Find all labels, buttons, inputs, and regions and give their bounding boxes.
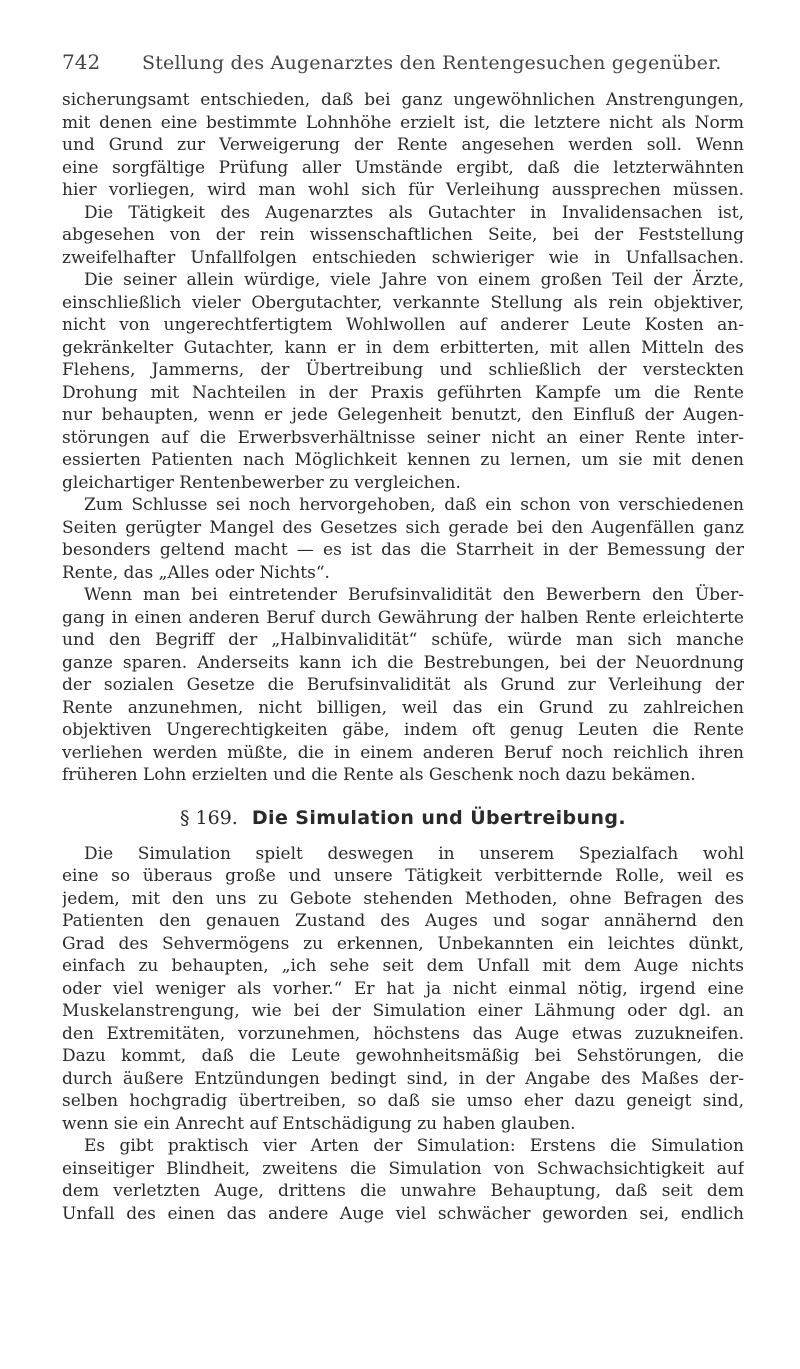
text-line: und Grund zur Verweigerung der Rente angesehen werden soll. Wenn xyxy=(62,135,744,155)
text-line: Patienten den genauen Zustand des Auges und sogar annähernd den xyxy=(62,911,744,931)
text-line: zweifelhafter Unfallfolgen entschieden schwieriger wie in Unfallsachen. xyxy=(62,247,744,268)
text-line: gekränkelter Gutachter, kann er in dem erbitterten, mit allen Mitteln des xyxy=(62,337,744,358)
text-line: Die Tätigkeit des Augenarztes als Gutachter in Invalidensachen ist, xyxy=(84,202,744,223)
section-number: § 169. xyxy=(179,806,238,829)
text-line: Es gibt praktisch vier Arten der Simulation: Erstens die Simulation xyxy=(84,1136,744,1156)
text-line: gang in einen anderen Beruf durch Gewährung der halben Rente erleichterte xyxy=(62,607,744,628)
text-line: den Extremitäten, vorzunehmen, höchstens das Auge etwas zuzukneifen. xyxy=(62,1023,744,1044)
text-line: Seiten gerügter Mangel des Gesetzes sich gerade bei den Augenfällen ganz xyxy=(62,517,744,538)
text-line: Unfall des einen das andere Auge viel schwächer geworden sei, endlich xyxy=(62,1203,744,1224)
text-line: essierten Patienten nach Möglichkeit kennen zu lernen, um sie mit denen xyxy=(62,450,744,470)
text-line: Grad des Sehvermögens zu erkennen, Unbekannten ein leichtes dünkt, xyxy=(62,933,744,954)
page-header xyxy=(62,50,760,74)
text-line: abgesehen von der rein wissenschaftlichen Seite, bei der Feststellung xyxy=(62,225,744,245)
text-line: besonders geltend macht — es ist das die Starrheit in der Bemessung der xyxy=(62,540,744,560)
text-line: oder viel weniger als vorher.“ Er hat ja nicht einmal nötig, irgend eine xyxy=(62,978,744,999)
section-title: Die Simulation und Übertreibung. xyxy=(251,806,626,829)
text-line: eine so überaus große und unsere Tätigkeit verbitternde Rolle, weil es xyxy=(62,866,744,886)
text-line: selben hochgradig übertreiben, so daß sie umso eher dazu geneigt sind, xyxy=(62,1091,744,1111)
page-number: 742 xyxy=(62,50,101,74)
text-line: objektiven Ungerechtigkeiten gäbe, indem oft genug Leuten die Rente xyxy=(62,720,744,740)
text-line: Dazu kommt, daß die Leute gewohnheitsmäßig bei Sehstörungen, die xyxy=(62,1046,744,1066)
text-line: Flehens, Jammerns, der Übertreibung und schließlich der versteckten xyxy=(62,360,744,380)
text-line: gleichartiger Rentenbewerber zu vergleichen. xyxy=(62,472,461,493)
text-line: Wenn man bei eintretender Berufsinvalidität den Bewerbern den Über- xyxy=(84,585,744,605)
text-line: nur behaupten, wenn er jede Gelegenheit benutzt, den Einfluß der Augen- xyxy=(62,405,744,425)
text-line: ganze sparen. Anderseits kann ich die Bestrebungen, bei der Neuordnung xyxy=(62,652,744,673)
text-line: Zum Schlusse sei noch hervorgehoben, daß ein schon von verschiedenen xyxy=(84,495,744,515)
text-line: Rente, das „Alles oder Nichts“. xyxy=(62,562,330,583)
text-line: einseitiger Blindheit, zweitens die Simulation von Schwachsichtigkeit auf xyxy=(62,1158,744,1179)
section-heading xyxy=(62,787,744,843)
text-line: wenn sie ein Anrecht auf Entschädigung zu haben glauben. xyxy=(62,1113,576,1134)
text-line: nicht von ungerechtfertigtem Wohlwollen auf anderer Leute Kosten an- xyxy=(62,315,744,335)
text-line: Rente anzunehmen, nicht billigen, weil das ein Grund zu zahlreichen xyxy=(62,697,744,718)
text-line: Muskelanstrengung, wie bei der Simulation einer Lähmung oder dgl. an xyxy=(62,1001,744,1021)
text-line: dem verletzten Auge, drittens die unwahre Behauptung, daß seit dem xyxy=(62,1181,744,1201)
text-line: einschließlich vieler Obergutachter, verkannte Stellung als rein objektiver, xyxy=(62,292,744,313)
text-line: mit denen eine bestimmte Lohnhöhe erzielt ist, die letztere nicht als Norm xyxy=(62,112,744,133)
text-line: durch äußere Entzündungen bedingt sind, in der Angabe des Maßes der- xyxy=(62,1068,744,1089)
text-line: sicherungsamt entschieden, daß bei ganz ungewöhnlichen Anstrengungen, xyxy=(62,90,744,110)
text-line: einfach zu behaupten, „ich sehe seit dem Unfall mit dem Auge nichts xyxy=(62,956,744,976)
text-line: Drohung mit Nachteilen in der Praxis geführten Kampfe um die Rente xyxy=(62,382,744,403)
text-line: der sozialen Gesetze die Berufsinvalidität als Grund zur Verleihung der xyxy=(62,675,744,695)
text-line: hier vorliegen, wird man wohl sich für Verleihung aussprechen müssen. xyxy=(62,180,744,200)
text-line: Die Simulation spielt deswegen in unserem Spezialfach wohl xyxy=(84,843,744,864)
running-title: Stellung des Augenarztes den Rentengesuchen gegenüber. xyxy=(142,52,722,74)
text-line: eine sorgfältige Prüfung aller Umstände ergibt, daß die letzterwähnten xyxy=(62,157,744,178)
text-line: früheren Lohn erzielten und die Rente als Geschenk noch dazu bekämen. xyxy=(62,765,696,785)
text-line: und den Begriff der „Halbinvalidität“ schüfe, würde man sich manche xyxy=(62,630,744,650)
page-body xyxy=(62,89,744,1225)
text-after-section xyxy=(62,843,744,1226)
text-line: Die seiner allein würdige, viele Jahre von einem großen Teil der Ärzte, xyxy=(84,270,744,290)
text-before-section xyxy=(62,89,744,787)
text-line: störungen auf die Erwerbsverhältnisse seiner nicht an einer Rente inter- xyxy=(62,427,744,448)
text-line: verliehen werden müßte, die in einem anderen Beruf noch reichlich ihren xyxy=(62,742,744,763)
text-line: jedem, mit den uns zu Gebote stehenden Methoden, ohne Befragen des xyxy=(62,888,744,909)
